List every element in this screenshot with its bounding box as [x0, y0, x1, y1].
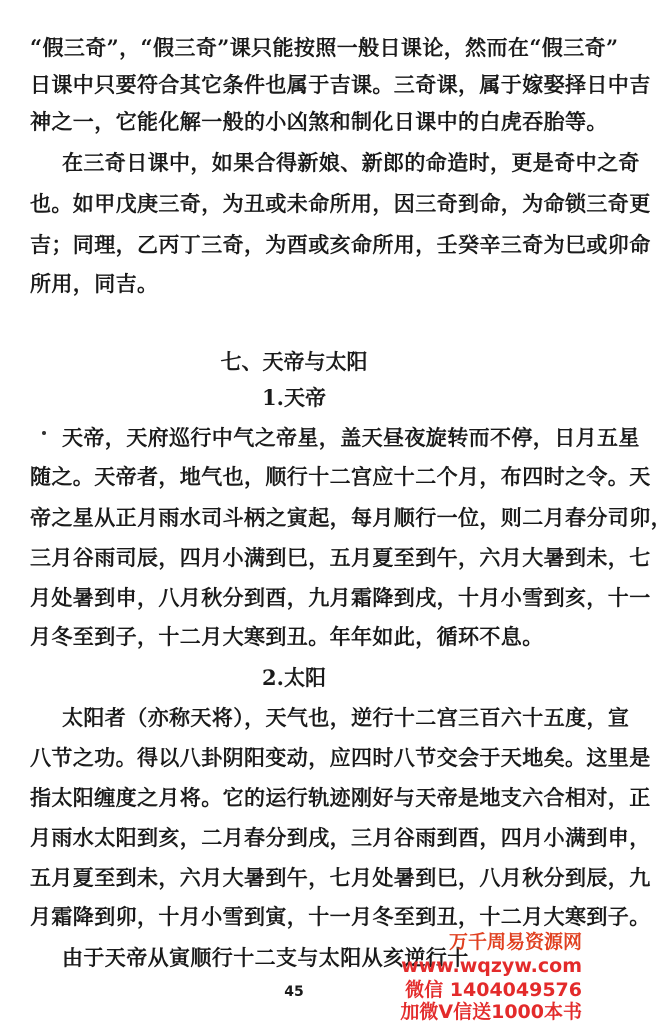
- subsection-title: 2.太阳: [262, 665, 326, 690]
- text-line: 日课中只要符合其它条件也属于吉课。三奇课，属于嫁娶择日中吉: [30, 72, 651, 97]
- text-line: 月雨水太阳到亥，二月春分到戌，三月谷雨到酉，四月小满到申，: [30, 825, 651, 850]
- text-line: 神之一，它能化解一般的小凶煞和制化日课中的白虎吞胎等。: [30, 109, 608, 134]
- text-line: 天帝，天府巡行中气之帝星，盖天昼夜旋转而不停，日月五星: [62, 425, 640, 450]
- text-line: 也。如甲戊庚三奇，为丑或未命所用，因三奇到命，为命锁三奇更: [30, 191, 651, 216]
- watermark-url: www.wqzyw.com: [401, 955, 582, 977]
- text-line: 八节之功。得以八卦阴阳变动，应四时八节交会于天地矣。这里是: [30, 745, 651, 770]
- text-line: 指太阳缠度之月将。它的运行轨迹刚好与天帝是地支六合相对，正: [30, 785, 651, 810]
- text-line: 帝之星从正月雨水司斗柄之寅起，每月顺行一位，则二月春分司卯，: [30, 505, 672, 530]
- watermark-promo: 加微V信送1000本书: [400, 1001, 582, 1023]
- text-line: 随之。天帝者，地气也，顺行十二宫应十二个月，布四时之令。天: [30, 464, 651, 489]
- text-line: 月处暑到申，八月秋分到酉，九月霜降到戌，十月小雪到亥，十一: [30, 585, 651, 610]
- subsection-title: 1.天帝: [262, 385, 326, 410]
- text-line: 五月夏至到未，六月大暑到午，七月处暑到巳，八月秋分到辰，九: [30, 865, 651, 890]
- text-line: 在三奇日课中，如果合得新娘、新郎的命造时，更是奇中之奇: [62, 150, 640, 175]
- page-number: 45: [284, 984, 304, 1000]
- watermark-site-name: 万千周易资源网: [448, 931, 582, 953]
- text-line: “假三奇”，“假三奇”课只能按照一般日课论，然而在“假三奇”: [30, 35, 619, 60]
- text-line: 太阳者（亦称天将），天气也，逆行十二宫三百六十五度，宣: [62, 705, 630, 730]
- text-line: 月霜降到卯，十月小雪到寅，十一月冬至到丑，十二月大寒到子。: [30, 904, 651, 929]
- watermark-wechat: 微信 1404049576: [405, 979, 582, 1001]
- text-line: 由于天帝从寅顺行十二支与太阳从亥逆行十: [62, 945, 469, 970]
- scan-speck: [42, 431, 46, 435]
- text-line: 月冬至到子，十二月大寒到丑。年年如此，循环不息。: [30, 624, 544, 649]
- text-line: 三月谷雨司辰，四月小满到巳，五月夏至到午，六月大暑到未，七: [30, 545, 651, 570]
- text-line: 所用，同吉。: [30, 271, 159, 296]
- section-title: 七、天帝与太阳: [220, 349, 368, 374]
- text-line: 吉；同理，乙丙丁三奇，为酉或亥命所用，壬癸辛三奇为巳或卯命: [30, 232, 651, 257]
